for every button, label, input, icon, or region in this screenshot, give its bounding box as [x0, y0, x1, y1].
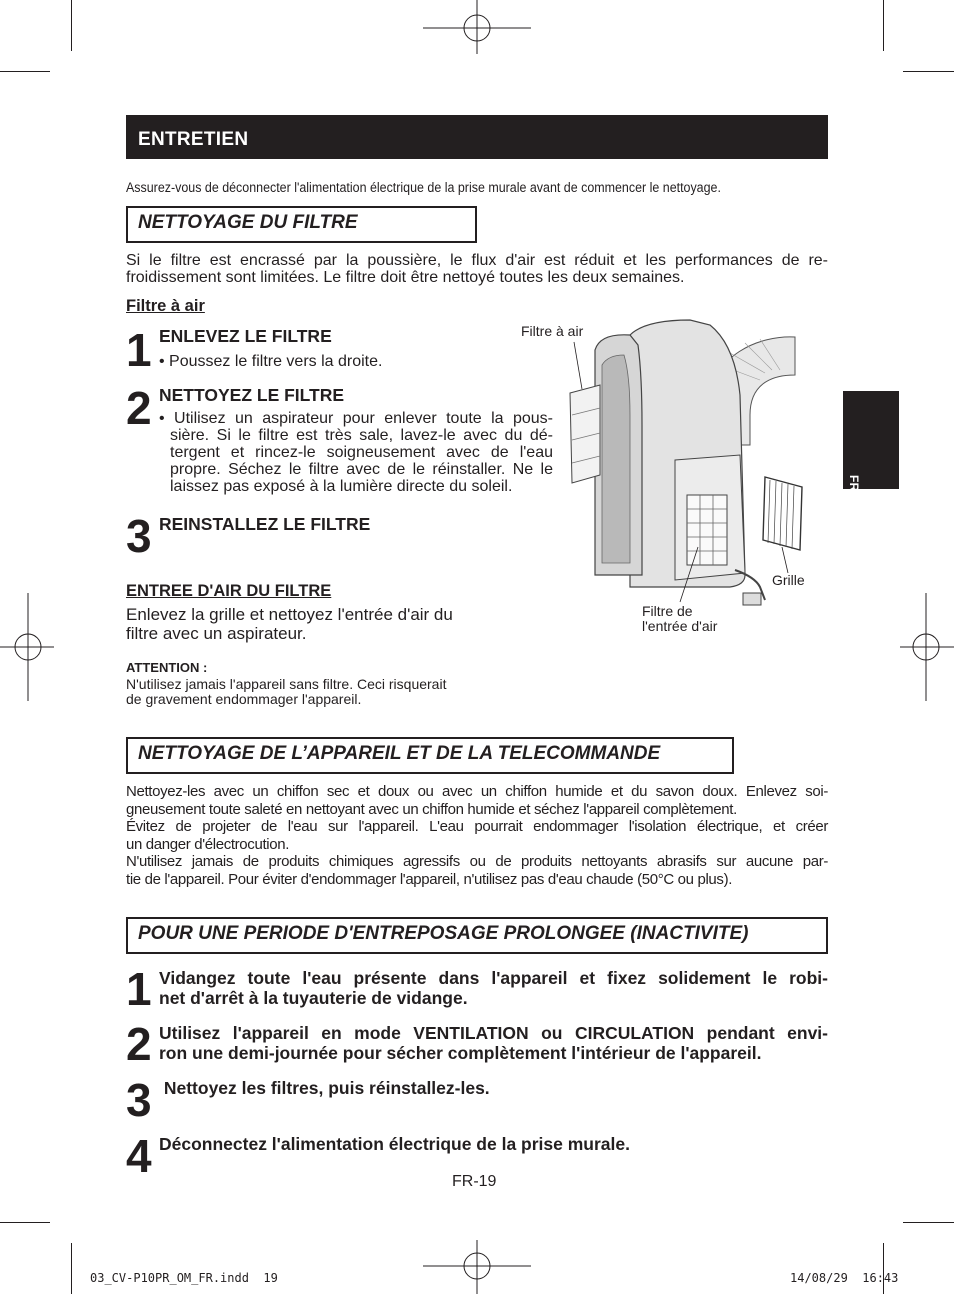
- storage-step-2-number: 2: [126, 1018, 151, 1070]
- storage-section-heading: POUR UNE PERIODE D'ENTREPOSAGE PROLONGEE (INACTIVITE): [126, 917, 828, 954]
- storage-step-3-text: Nettoyez les filtres, puis réinstallez-les.: [159, 1078, 490, 1098]
- filter-step-1-body: • Poussez le filtre vers la droite.: [159, 353, 383, 370]
- filter-step-3-number: 3: [126, 510, 151, 562]
- filter-para-line1: Si le filtre est encrassé par la poussière, le flux d'air est réduit et les performances de re-: [126, 252, 828, 269]
- filter-section-heading: NETTOYAGE DU FILTRE: [126, 206, 477, 243]
- storage-step-4-number: 4: [126, 1130, 151, 1182]
- filter-step-3-title: REINSTALLEZ LE FILTRE: [159, 514, 371, 534]
- banner-title: ENTRETIEN: [138, 129, 249, 150]
- filter-step-2-title: NETTOYEZ LE FILTRE: [159, 385, 345, 405]
- intro-text: Assurez-vous de déconnecter l'alimentation électrique de la prise murale avant de commencer le nettoyage.: [126, 180, 721, 195]
- attention-heading: ATTENTION :: [126, 660, 208, 675]
- language-tab: [843, 391, 899, 540]
- label-air-filter: Filtre à air: [521, 323, 584, 339]
- label-intake-filter: Filtre de l'entrée d'air: [642, 603, 718, 634]
- unit-section-heading: NETTOYAGE DE L’APPAREIL ET DE LA TELECOMMANDE: [126, 737, 734, 774]
- unit-section-text: Nettoyez-les avec un chiffon sec et doux ou avec un chiffon humide et du savon doux. Enlevez soi- gneusement toute saleté en nettoyant avec un chiffon humide et séchez l'appareil complètement. Évitez de projeter de l'eau sur l'appareil. L'eau pourrait endommager l'isolation électrique, et créer un danger d'électrocution. N'utilisez jamais de produits chimiques agressifs ou de produits nettoyants abrasifs sur aucune par- tie de l'appareil. Pour éviter d'endommager l'appareil, n'utilisez pas d'eau chaude (50°C ou plus).: [126, 783, 828, 888]
- storage-step-1-number: 1: [126, 963, 151, 1015]
- attention-text: N'utilisez jamais l'appareil sans filtre. Ceci risquerait de gravement endommager l'appareil.: [126, 676, 447, 707]
- air-filter-subheading: Filtre à air: [126, 297, 205, 315]
- footer-date: 14/08/29 16:43: [790, 1271, 899, 1285]
- filter-step-1-title: ENLEVEZ LE FILTRE: [159, 326, 332, 346]
- storage-step-4-text: Déconnectez l'alimentation électrique de la prise murale.: [159, 1134, 630, 1154]
- filter-para-line2: froidissement sont limitées. Le filtre doit être nettoyé toutes les deux semaines.: [126, 269, 685, 286]
- label-grille: Grille: [772, 572, 805, 588]
- intake-heading: ENTREE D'AIR DU FILTRE: [126, 582, 332, 600]
- storage-step-2-text: Utilisez l'appareil en mode VENTILATION ou CIRCULATION pendant envi- ron une demi-journée pour sécher complètement l'intérieur de l'appareil.: [159, 1023, 828, 1063]
- language-tab-label: FRANÇAIS: [847, 475, 861, 540]
- footer-file: 03_CV-P10PR_OM_FR.indd 19: [90, 1271, 278, 1285]
- page-number: FR-19: [452, 1173, 497, 1190]
- filter-step-2-body: • Utilisez un aspirateur pour enlever toute la pous- sière. Si le filtre est très sale, lavez-le avec du dé- tergent et rincez-le soigneusement avec de l'eau propre. Séchez le filtre avec de le réinstaller. Ne le laissez pas exposé à la lumière directe du soleil.: [159, 410, 553, 495]
- filter-step-1-number: 1: [126, 324, 151, 376]
- page-banner: [126, 115, 828, 159]
- air-conditioner-illustration: [560, 315, 820, 645]
- storage-step-1-text: Vidangez toute l'eau présente dans l'appareil et fixez solidement le robi- net d'arrêt à la tuyauterie de vidange.: [159, 968, 828, 1008]
- storage-step-3-number: 3: [126, 1074, 151, 1126]
- filter-step-2-number: 2: [126, 382, 151, 434]
- intake-text: Enlevez la grille et nettoyez l'entrée d'air du filtre avec un aspirateur.: [126, 605, 453, 643]
